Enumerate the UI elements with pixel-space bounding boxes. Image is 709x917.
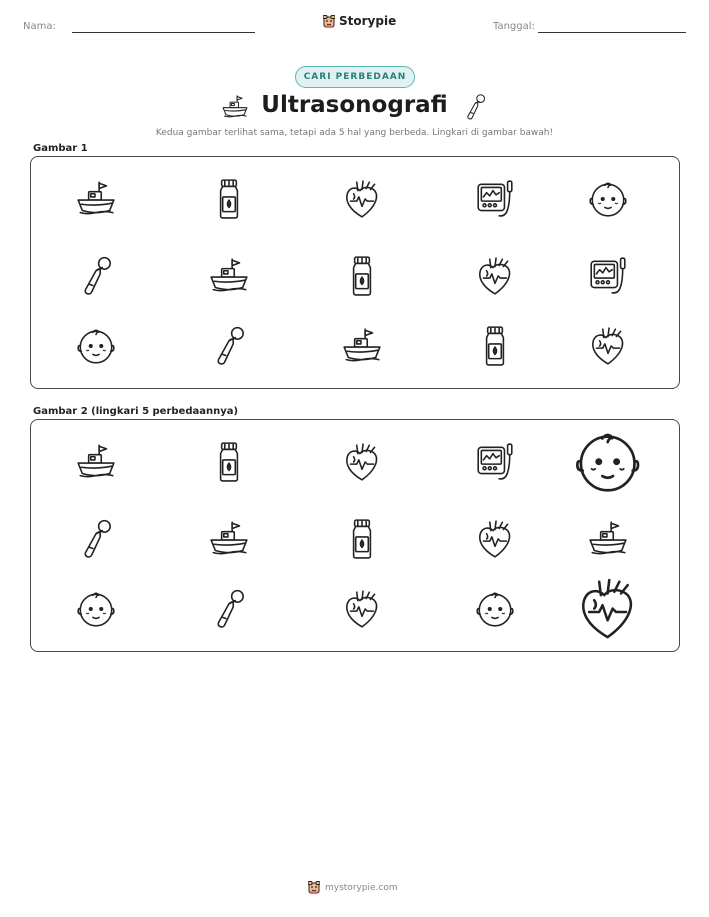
ship-icon[interactable]: [208, 518, 250, 560]
brand-logo: [323, 14, 396, 28]
heart-icon[interactable]: [574, 575, 641, 642]
baby-face-icon: [75, 325, 117, 367]
baby-face-icon[interactable]: [75, 588, 117, 630]
instructions: Kedua gambar terlihat sama, tetapi ada 5 hal yang berbeda. Lingkari di gambar bawah!: [155, 128, 554, 138]
ship-icon: [75, 178, 117, 220]
bottle-icon[interactable]: [341, 518, 383, 560]
ultrasound-machine-icon: [587, 255, 629, 297]
brand-name: Storypie: [339, 14, 397, 28]
footer-url[interactable]: mystorypie.com: [325, 882, 398, 893]
baby-face-icon[interactable]: [474, 588, 516, 630]
bottle-icon: [341, 255, 383, 297]
probe-icon: [461, 92, 489, 122]
ship-icon: [221, 93, 249, 121]
bottle-icon[interactable]: [208, 441, 250, 483]
heart-icon: [587, 325, 629, 367]
heart-icon[interactable]: [341, 441, 383, 483]
baby-face-icon[interactable]: [572, 426, 643, 497]
ship-icon[interactable]: [75, 441, 117, 483]
probe-icon[interactable]: [75, 518, 117, 560]
panel-1-label: Gambar 1: [33, 143, 88, 154]
mascot-icon: [323, 15, 335, 28]
panel-2-label: Gambar 2 (lingkari 5 perbedaannya): [33, 406, 239, 417]
activity-badge: CARI PERBEDAAN: [295, 66, 415, 88]
footer: [308, 881, 398, 894]
name-field[interactable]: [72, 32, 255, 33]
ultrasound-machine-icon[interactable]: [474, 441, 516, 483]
baby-face-icon: [587, 178, 629, 220]
date-field[interactable]: [538, 32, 686, 33]
heart-icon: [341, 178, 383, 220]
picture-1-panel: [30, 156, 680, 389]
date-label: Tanggal:: [493, 21, 535, 32]
mascot-icon: [308, 881, 320, 894]
probe-icon[interactable]: [208, 588, 250, 630]
name-label: Nama:: [23, 21, 56, 32]
ship-icon: [341, 325, 383, 367]
page-title: Ultrasonografi: [261, 92, 448, 118]
probe-icon: [75, 255, 117, 297]
heart-icon: [474, 255, 516, 297]
bottle-icon: [208, 178, 250, 220]
ship-icon[interactable]: [587, 518, 629, 560]
probe-icon: [208, 325, 250, 367]
ship-icon: [208, 255, 250, 297]
heart-icon[interactable]: [341, 588, 383, 630]
heart-icon[interactable]: [474, 518, 516, 560]
picture-2-panel[interactable]: [30, 419, 680, 652]
ultrasound-machine-icon: [474, 178, 516, 220]
bottle-icon: [474, 325, 516, 367]
